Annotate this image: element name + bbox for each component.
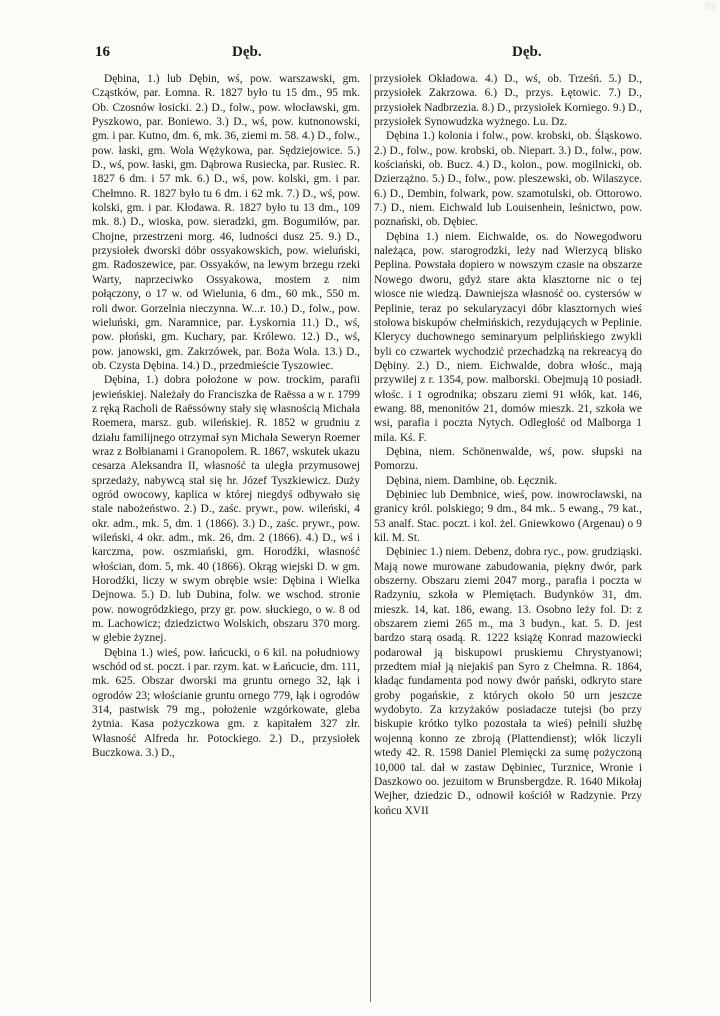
running-head-right: Dęb. xyxy=(512,44,542,60)
entry-debina-eichwalde: Dębina 1.) niem. Eichwalde, os. do Nowegodworu należąca, pow. starogrodzki, leży nad Wierzycą blisko Peplina. Powstała dopiero w nowszym czasie na obszarze Nowego dworu, gdyż stare akta klasztorne nic o tej wiosce nie wiedzą. Dawniejsza własność oo. cystersów w Peplinie, teraz po sekularyzacyi dóbr klasztornych wieś stołowa biskupów chełmińskich, rezydujących w Peplinie. Klerycy duchownego seminaryum pelplińskiego zwykli byli co czwartek wychodzić przechadzką na rekreacyą do Dębiny. 2.) D., niem. Eichwalde, dobra włośc., mają przywilej z r. 1354, pow. malborski. Obejmują 10 posiadł. włośc. i 1 ogrodnika; obszaru ziemi 91 włók, kat. 146, ewang. 88, menonitów 21, domów mieszk. 21, szkoła we wsi, parafia i poczta Nytych. Odległość od Malborga 1 mila. Kś. F. xyxy=(374,230,642,444)
entry-debiniec-dembnice: Dębiniec lub Dembnice, wieś, pow. inowrocławski, na granicy król. polskiego; 9 dm., 84 mk.. 5 ewang., 79 kat., 53 analf. Stac. poczt. i kol. żel. Gniewkowo (Argenau) o 9 kil. M. St. xyxy=(374,488,642,544)
right-column xyxy=(374,72,642,1008)
entry-debina-dambine: Dębina, niem. Dambine, ob. Łęcznik. xyxy=(386,474,558,487)
entry-debina-krobski: Dębina 1.) kolonia i folw., pow. krobski, ob. Śląskowo. 2.) D., folw., pow. krobski, ob. Niepart. 3.) D., folw., pow. kościański, ob. Bucz. 4.) D., kolon., pow. mogilnicki, ob. Dzierzążno. 5.) D., folw., pow. pleszewski, ob. Wilaszyce. 6.) D., Dembin, folwark, pow. szamotulski, ob. Ottorowo. 7.) D., niem. Eichwald lub Louisenhein, leśnictwo, pow. poznański, ob. Dębiec. xyxy=(374,130,642,229)
entry-debina-warszawski: Dębina, 1.) lub Dębin, wś, pow. warszawski, gm. Cząstków, par. Łomna. R. 1827 było tu 15 dm., 95 mk. Ob. Czosnów łosicki. 2.) D., folw., pow. włocławski, gm. Pyszkowo, par. Boniewo. 3.) D., wś, pow. kutnonowski, gm. i par. Kutno, dm. 6, mk. 36, ziemi m. 58. 4.) D., folw., pow. łaski, gm. Wola Wężykowa, par. Sędziejowice. 5.) D., wś, pow. łaski, gm. Dąbrowa Rusiecka, par. Rusiec. R. 1827 6 dm. i 57 mk. 6.) D., wś, pow. kolski, gm. i par. Chełmno. R. 1827 było tu 6 dm. i 62 mk. 7.) D., wś, pow. kolski, gm. i par. Kłodawa. R. 1827 było tu 13 dm., 109 mk. 8.) D., wioska, pow. sieradzki, gm. Bogumiłów, par. Chojne, przestrzeni morg. 46, ludności dusz 25. 9.) D., przysiołek dworski dóbr ossyakowskich, pow. wieluński, gm. Radoszewice, par. Ossyaków, na lewym brzegu rzeki Warty, naprzeciwko Ossyakowa, mostem z nim połączony, o 17 w. od Wielunia, 6 dm., 60 mk., 550 m. roli dwor. Gorzelnia nieczynna. W...r. 10.) D., folw., pow. wieluński, gm. Naramnice, par. Łyskornia 11.) D., wś, pow. płoński, gm. Kuchary, par. Królewo. 12.) D., wś, pow. janowski, gm. Zakrzówek, par. Boża Wola. 13.) D., ob. Czysta Dębina. 14.) D., przedmieście Tyszowiec. xyxy=(92,73,360,372)
entry-debina-lancucki: Dębina 1.) wieś, pow. łańcucki, o 6 kil. na południowy wschód od st. poczt. i par. rzym. kat. w Łańcucie, dm. 111, mk. 625. Obszar dworski ma gruntu ornego 32, łąk i ogrodów 23; włościanie gruntu ornego 779, łąk i ogrodów 314, pastwisk 79 mg., położenie wzgórkowate, gleba żytnia. Kasa pożyczkowa gm. z kapitałem 327 złr. Własność Alfreda hr. Potockiego. 2.) D., przysiołek Buczkowa. 3.) D., xyxy=(92,646,360,760)
column-divider xyxy=(370,74,371,1002)
entry-debina-schonenwalde: Dębina, niem. Schönenwalde, wś, pow. słupski na Pomorzu. xyxy=(374,445,642,473)
running-head-left: Dęb. xyxy=(232,44,262,60)
left-column xyxy=(92,72,360,1008)
library-stamp-watermark: ░░ xyxy=(705,2,716,10)
page-number: 16 xyxy=(95,44,110,60)
entry-debina-trocki: Dębina, 1.) dobra położone w pow. trockim, parafii jewieńskiej. Należały do Franciszka de Raëssa a w r. 1799 z ręką Racholi de Raëssówny stały się własnością Michała Roemera, marsz. gub. wileńskiej. R. 1852 w grudniu z działu familijnego otrzymał syn Michała Seweryn Roemer wraz z Bołbianami i Granopolem. R. 1867, wskutek ukazu cesarza Aleksandra II, własność ta uległa przymusowej sprzedaży, nabywcą stał się hr. Józef Tyszkiewicz. Duży ogród owocowy, kaplica w której niegdyś odbywało się stale nabożeństwo. 2.) D., zaśc. prywr., pow. wileński, 4 okr. adm., mk. 5, dm. 1 (1866). 3.) D., zaśc. prywr., pow. wileński, 4 okr. adm., mk. 26, dm. 2 (1866). 4.) D., wś i karczma, pow. oszmiański, gm. Horodźki, własność włościan, dom. 5, mk. 40 (1866). Okrąg wiejski D. w gm. Horodźki, liczy w swym obrębie wsie: Dębina i Wielka Dejnowa. 5.) D. lub Dubina, folw. we wschod. stronie pow. nowogródzkiego, przy gr. pow. słuckiego, o w. 8 od m. Lachowicz; dziedzictwo Wolskich, obszaru 370 morg. w glebie żyznej. xyxy=(92,374,360,645)
entry-continuation: przysiołek Okładowa. 4.) D., wś, ob. Trześń. 5.) D., przysiołek Zakrzowa. 6.) D., przys. Łętowic. 7.) D., przysiołek Nadbrzezia. 8.) D., przysiołek Korniego. 9.) D., przysiołek Synowudzka wyżnego. Lu. Dz. xyxy=(374,73,642,129)
entry-debiniec-debenz: Dębiniec 1.) niem. Debenz, dobra ryc., pow. grudziąski. Mają nowe murowane zabudowania, piękny dwór, park obszerny. Obszaru ziemi 2047 morg., parafia i poczta w Radzyniu, szkoła w Plemiętach. Budynków 31, dm. mieszk. 14, kat. 186, ewang. 13. Osobno leży fol. D: z obszarem ziemi 265 m., ma 3 budyn., kat. 5. D. jest bardzo starą osadą. R. 1222 książę Konrad mazowiecki podarował ją biskupowi pruskiemu Chrystyanowi; przedtem miał ją niejakiś pan Syro z Chełmna. R. 1864, kładąc fundamenta pod nowy dwór pański, odkryto stare groby pogańskie, z których około 50 urn jeszcze wydobyto. Za krzyżaków posiadacze tutejsi (bo przy biskupie krótko tylko pozostała ta wieś) pełnili służbę wojenną konno ze zbroją (Plattendienst); włók liczyli wtedy 42. R. 1598 Daniel Plemięcki za sumę pożyczoną 10,000 tal. dał w zastaw Dębiniec, Turznice, Wronie i Daszkowo oo. jezuitom w Brunsbergdze. R. 1640 Mikołaj Wejher, dziedzic D., odnowił kościół w Radzynie. Przy końcu XVII xyxy=(374,546,642,817)
